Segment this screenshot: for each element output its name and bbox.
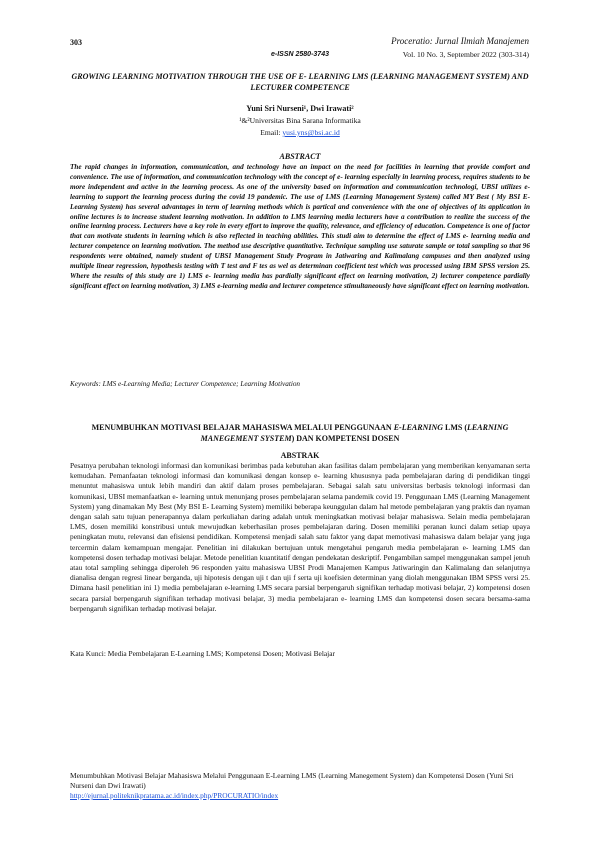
footer-url[interactable]: http://ejurnal.politeknikpratama.ac.id/index.php/PROCURATIO/index <box>70 791 279 800</box>
keywords-indonesian: Kata Kunci: Media Pembelajaran E-Learning LMS; Kompetensi Dosen; Motivasi Belajar <box>70 649 335 658</box>
title-id-part4: LEARNING MANEGEMENT SYSTEM <box>200 423 509 443</box>
issn: e-ISSN 2580-3743 <box>271 51 329 58</box>
title-id-part3: LMS ( <box>445 423 468 432</box>
keywords-english: Keywords: LMS e-Learning Media; Lecturer Competence; Learning Motivation <box>70 380 301 388</box>
footer-citation: Menumbuhkan Motivasi Belajar Mahasiswa Melalui Penggunaan E-Learning LMS (Learning Manegement System) dan Kompetensi Dosen (Yuni Sri Nurseni dan Dwi Irawati) <box>70 771 514 790</box>
volume-info: Vol. 10 No. 3, September 2022 (303-314) <box>402 50 529 59</box>
journal-name: Proceratio: Jurnal Ilmiah Manajemen <box>391 36 529 46</box>
abstract-heading-indonesian: ABSTRAK <box>280 451 320 460</box>
abstract-heading-english: ABSTRACT <box>279 152 321 161</box>
footer <box>70 771 530 801</box>
email-link[interactable]: yusi.yns@bsi.ac.id <box>282 128 340 137</box>
authors: Yuni Sri Nurseni¹, Dwi Irawati² <box>246 104 354 113</box>
page-number: 303 <box>70 38 82 47</box>
abstract-indonesian: Pesatnya perubahan teknologi informasi dan komunikasi berimbas pada kebutuhan akan fasilitas dalam pembelajaran yang memberikan kenyamanan serta kemudahan. Pemanfaatan teknologi informasi dan komunikasi dengan konsep e- learning khususnya pada pembelajaran daring di pendidikan tinggi menuntut mahasiswa untuk lebih mandiri dan aktif dalam proses pembelajaran. Sebagai salah satu universitas berbasis teknologi informasi dan komunikasi, UBSI memanfaatkan e- learning untuk menunjang proses pembelajaran selama pandemik covid 19. Penggunaan LMS (Learning Management System) yang dinamakan My Best (My BSI E- Learning System) memiliki beberapa keunggulan dalam hal metode pembelajaran yang praktis dan nyaman dengan salah satu tujuan penerapannya dalam perkuliahan daring adalah untuk meningkatkan motivasi belajar mahasiswa. Selain media pembelajaran LMS, dosen memiliki konstribusi untuk mewujudkan keberhasilan proses pembelajaran daring. Dosen memiliki peranan kunci dalam setiap upaya peningkatan mutu, relevansi dan efisiensi pendidikan. Kompetensi menjadi salah satu faktor yang dapat memotivasi mahasiswa dalam belajar yang juga tercermin dalam kemampuan mengajar. Penelitian ini dilakukan bertujuan untuk mengetahui pengaruh media pembelajaran e- learning LMS dan kompetensi dosen terhadap motivasi belajar. Metode penelitian kuantitatif dengan pendekatan deskriptif. Pengambilan sampel menggunakan sampel jenuh atau total sampling sehingga diperoleh 96 responden yaitu mahasiswa UBSI Prodi Manajemen Kampus Jatiwaringin dan Kalimalang dan selanjutnya dianalisa dengan regresi linear berganda, uji hipotesis dengan uji t dan uji f serta uji koefisien determinan yang diolah menggunakan IBM SPSS versi 25. Dimana hasil penelitian ini 1) media pembelajaran e-learning LMS secara parsial berpengaruh signifikan terhadap motivasi belajar, 2) kompetensi dosen secara parsial berpengaruh signifikan terhadap motivasi belajar, 3) media pembelajaran e- learning LMS dan kompetensi dosen secara bersama-sama berpengaruh signifikan terhadap motivasi belajar. <box>70 461 530 613</box>
title-id-part2: E-LEARNING <box>393 423 444 432</box>
paper-title-english: GROWING LEARNING MOTIVATION THROUGH THE USE OF E- LEARNING LMS (LEARNING MANAGEMENT SYSTEM) AND LECTURER COMPETENCE <box>71 72 529 92</box>
email-label: Email: <box>260 128 283 137</box>
affiliation: ¹&²Universitas Bina Sarana Informatika <box>239 116 361 125</box>
title-id-part1: MENUMBUHKAN MOTIVASI BELAJAR MAHASISWA MELALUI PENGGUNAAN <box>91 423 394 432</box>
paper-title-indonesian <box>70 422 530 444</box>
title-id-part5: ) DAN KOMPETENSI DOSEN <box>291 434 400 443</box>
abstract-english: The rapid changes in information, communication, and technology have an impact on the need for facilities in learning that provide comfort and convenience. The use of information, and communication technology with the concept of e- learning especially in learning process, requires students to be more independent and active in the learning process. As one of the university based on information and communication technologi, UBSI utilizes e- learning to support the learning process during the covid 19 pandemic. The use of LMS (Learning Management System) called MY Best ( My BSI E- Learning System) has several advantages in term of learning methods which is partical and convenience with the one of objectives of its application in online lectures is to increase student learning motivation. In addition to LMS learning media lecturers have a contribution to realize the success of the online learning process. Lecturers have a key role in every effort to improve the quality, relevance, and efficiency of education. Competence is one of factor that can motivate students in learning which is also reflected in teaching abilities. This studi aim to determine the effect of LMS e- learning media and lecturer competence on learning motivation. The method use descriptive quantitative. Technique sampling use saturate sample or total sampling so that 96 respondents were obtained, namely student of UBSI Management Study Program in Jatiwaring and Kalimalang campuses and then analyzed using multiple linear regression, hypothesis testing with T test and F tes as wel as determinan coefficient test which was processed using IBM SPSS version 25. Where the results of this study are 1) LMS e- learning media has pardially significant effect on learning motivation, 2) lecturer competence pardially significant effect on learning motivation, 3) LMS e-learning media and lecturer competence stimultaneously have significant effect on learning motivation. <box>70 163 530 290</box>
email-line <box>70 128 530 137</box>
